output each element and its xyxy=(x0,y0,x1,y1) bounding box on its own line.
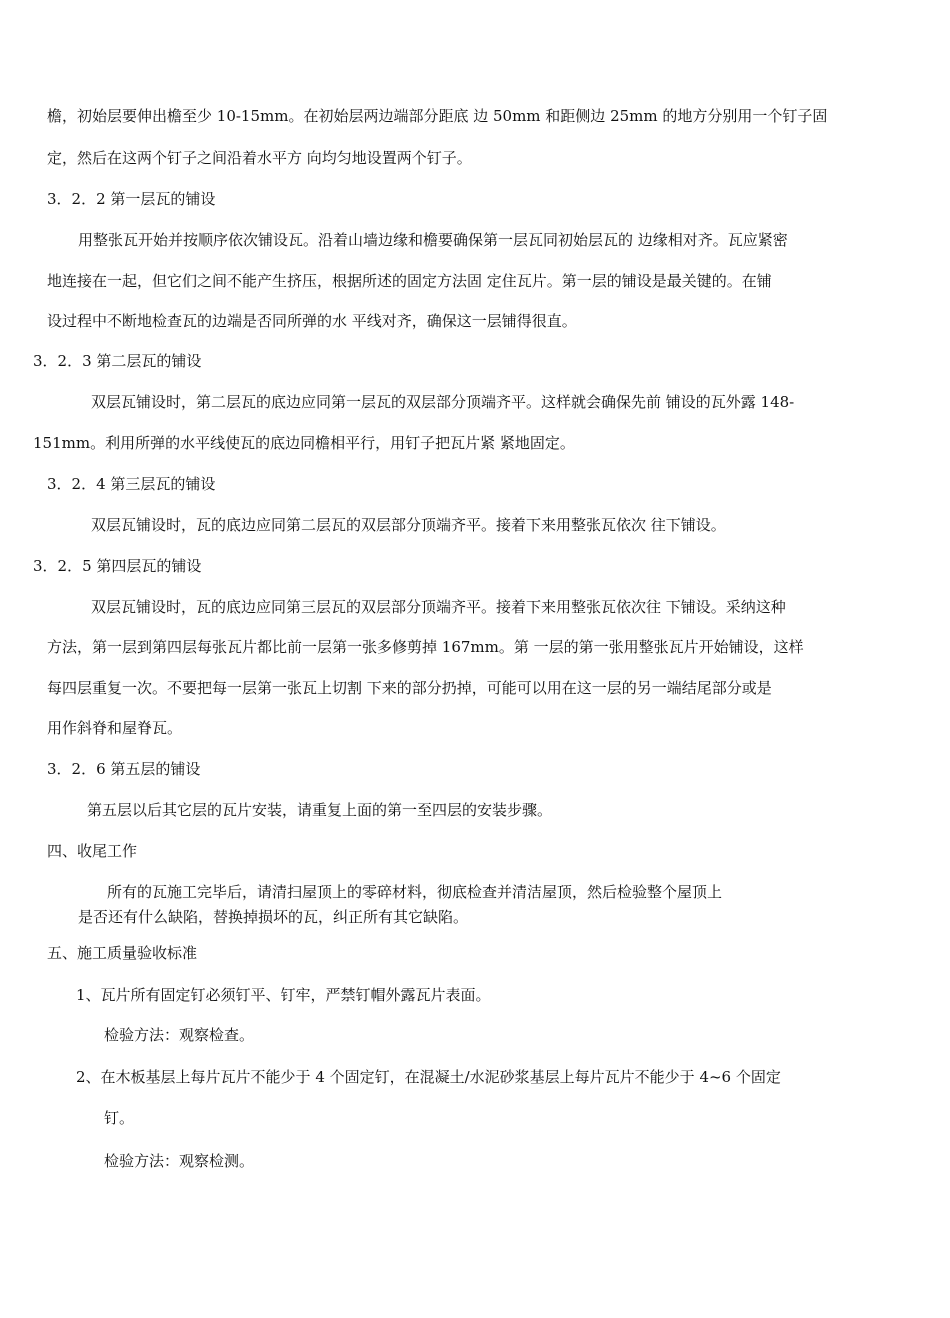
paragraph-line: 双层瓦铺设时，瓦的底边应同第二层瓦的双层部分顶端齐平。接着下来用整张瓦依次 往下铺设。 xyxy=(91,516,726,534)
paragraph-line: 151mm。利用所弹的水平线使瓦的底边同檐相平行，用钉子把瓦片紧 紧地固定。 xyxy=(33,434,575,452)
section-heading-finishing-work: 四、收尾工作 xyxy=(47,842,138,860)
section-heading-3-2-4: 3．2．4 第三层瓦的铺设 xyxy=(47,475,216,493)
paragraph-line: 定，然后在这两个钉子之间沿着水平方 向均匀地设置两个钉子。 xyxy=(47,149,472,167)
paragraph-line: 双层瓦铺设时，瓦的底边应同第三层瓦的双层部分顶端齐平。接着下来用整张瓦依次往 下铺设。采纳这种 xyxy=(91,598,786,616)
inspection-method-2: 检验方法：观察检测。 xyxy=(104,1152,255,1170)
paragraph-line: 所有的瓦施工完毕后，请清扫屋顶上的零碎材料，彻底检查并清洁屋顶，然后检验整个屋顶上 xyxy=(107,883,723,901)
section-heading-quality-standards: 五、施工质量验收标准 xyxy=(47,944,198,962)
section-heading-3-2-6: 3．2．6 第五层的铺设 xyxy=(47,760,201,778)
section-heading-3-2-2: 3．2．2 第一层瓦的铺设 xyxy=(47,190,216,208)
list-item-2: 2、在木板基层上每片瓦片不能少于 4 个固定钉，在混凝土/水泥砂浆基层上每片瓦片不能少于 4~6 个固定 xyxy=(76,1068,781,1086)
list-item-1: 1、瓦片所有固定钉必须钉平、钉牢，严禁钉帽外露瓦片表面。 xyxy=(76,986,491,1004)
paragraph-line: 每四层重复一次。不要把每一层第一张瓦上切割 下来的部分扔掉，可能可以用在这一层的另一端结尾部分或是 xyxy=(47,679,772,697)
paragraph-line: 地连接在一起，但它们之间不能产生挤压，根据所述的固定方法固 定住瓦片。第一层的铺设是最关键的。在铺 xyxy=(47,272,772,290)
section-heading-3-2-3: 3．2．3 第二层瓦的铺设 xyxy=(33,352,202,370)
paragraph-line: 用整张瓦开始并按顺序依次铺设瓦。沿着山墙边缘和檐要确保第一层瓦同初始层瓦的 边缘相对齐。瓦应紧密 xyxy=(78,231,788,249)
paragraph-line: 第五层以后其它层的瓦片安装，请重复上面的第一至四层的安装步骤。 xyxy=(87,801,553,819)
paragraph-line: 设过程中不断地检查瓦的边端是否同所弹的水 平线对齐，确保这一层铺得很直。 xyxy=(47,312,577,330)
paragraph-line: 檐，初始层要伸出檐至少 10-15mm。在初始层两边端部分距底 边 50mm 和距侧边 25mm 的地方分别用一个钉子固 xyxy=(47,107,828,125)
inspection-method-1: 检验方法：观察检查。 xyxy=(104,1026,255,1044)
section-heading-3-2-5: 3．2．5 第四层瓦的铺设 xyxy=(33,557,202,575)
list-item-2-continuation: 钉。 xyxy=(104,1109,135,1127)
paragraph-line: 方法，第一层到第四层每张瓦片都比前一层第一张多修剪掉 167mm。第 一层的第一张用整张瓦片开始铺设，这样 xyxy=(47,638,804,656)
paragraph-line: 用作斜脊和屋脊瓦。 xyxy=(47,719,183,737)
paragraph-line: 是否还有什么缺陷，替换掉损坏的瓦，纠正所有其它缺陷。 xyxy=(78,908,469,926)
paragraph-line: 双层瓦铺设时，第二层瓦的底边应同第一层瓦的双层部分顶端齐平。这样就会确保先前 铺设的瓦外露 148- xyxy=(91,393,795,411)
